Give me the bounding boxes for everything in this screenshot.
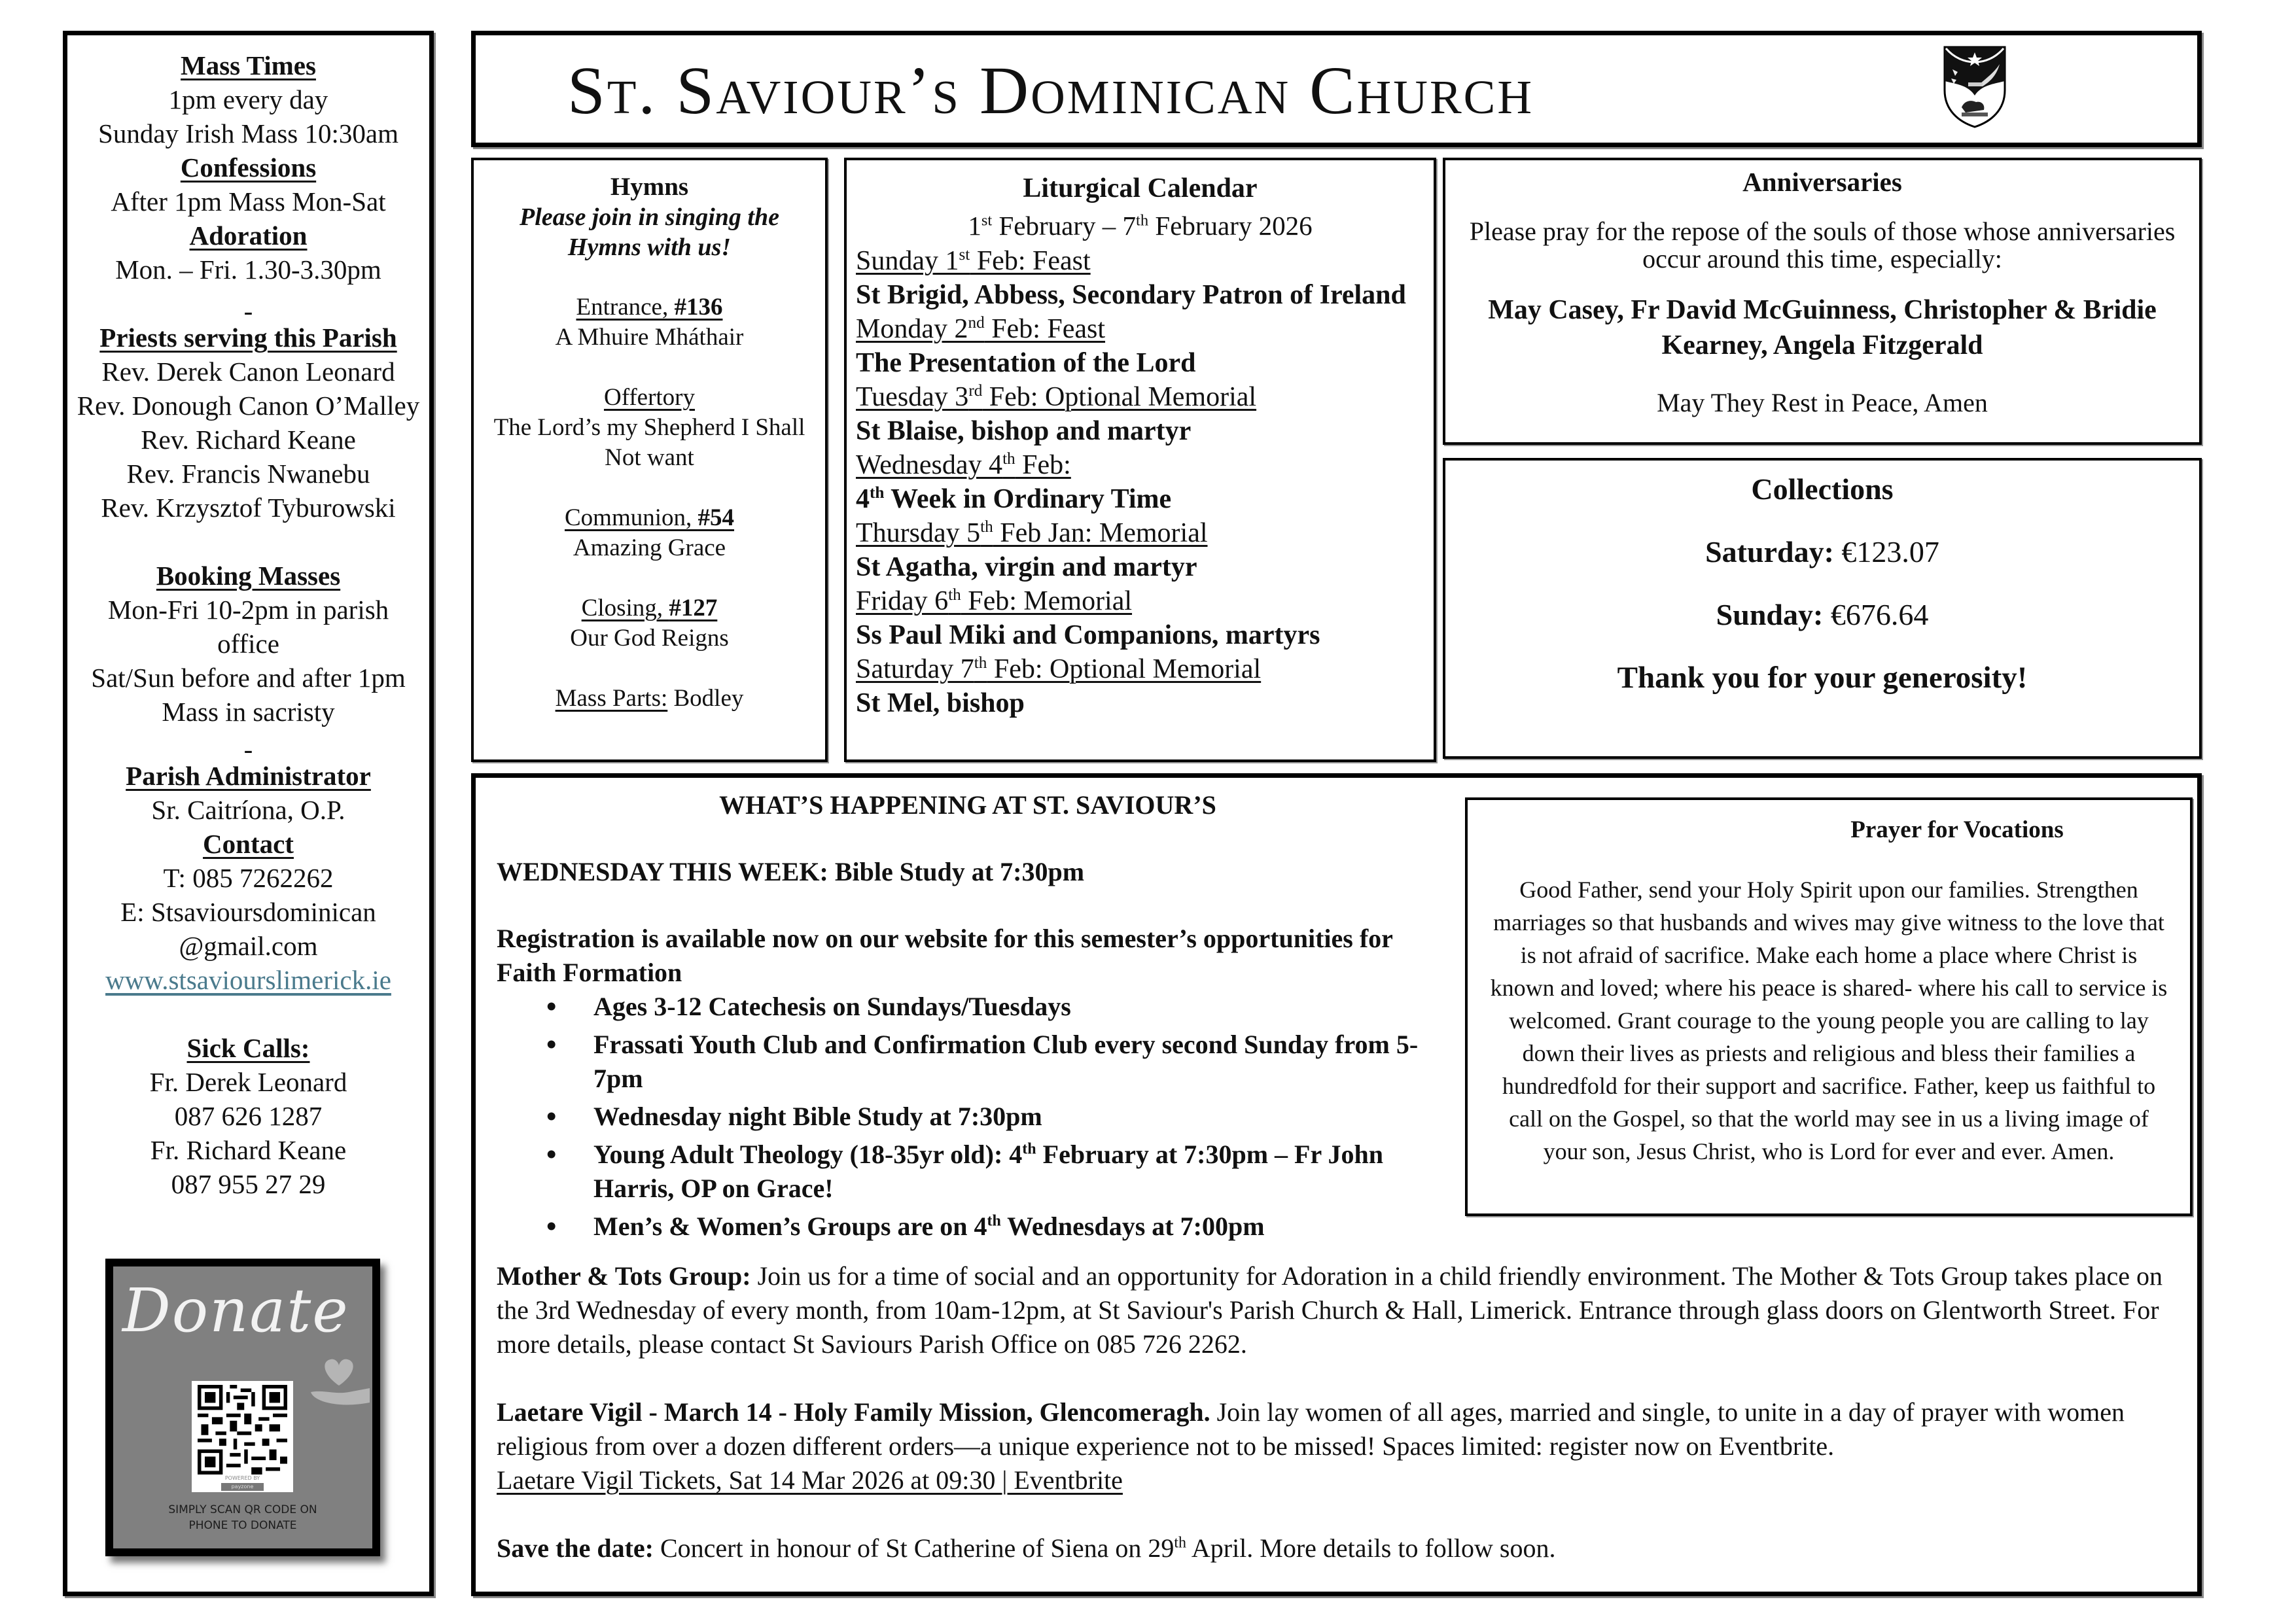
hymn-offertory-name: The Lord’s my Shepherd I Shall Not want (493, 414, 805, 471)
hymn-communion-label: Communion, #54 (564, 504, 735, 531)
collection-sunday: Sunday: €676.64 (1716, 598, 1929, 631)
calendar-day-thursday: Thursday 5th Feb Jan: Memorial (856, 518, 1208, 548)
powered-by-label: POWERED BY (224, 1475, 260, 1481)
website-link[interactable]: www.stsaviourslimerick.ie (105, 965, 391, 995)
list-item: • Men’s & Women’s Groups are on 4th Wednesdays at 7:00pm (497, 1210, 1439, 1244)
separator: - (243, 296, 253, 326)
qr-code[interactable] (192, 1381, 293, 1492)
priest-name: Rev. Donough Canon O’Malley (77, 391, 420, 421)
donate-caption-line: SIMPLY SCAN QR CODE ON (168, 1503, 317, 1516)
mass-time-daily: 1pm every day (168, 84, 328, 114)
priest-name: Rev. Richard Keane (141, 425, 356, 455)
confessions-heading: Confessions (180, 152, 317, 183)
hymn-entrance-label: Entrance, #136 (576, 294, 723, 321)
administrator-name: Sr. Caitríona, O.P. (151, 795, 345, 825)
mass-time-irish: Sunday Irish Mass 10:30am (98, 118, 398, 148)
prayer-for-vocations-box (1465, 797, 2193, 1216)
collections-title: Collections (1751, 472, 1894, 506)
hymn-communion-name: Amazing Grace (573, 534, 726, 561)
hymns-panel (471, 158, 828, 762)
list-item: • Young Adult Theology (18-35yr old): 4th February at 7:30pm – Fr John Harris, OP on Grace! (497, 1138, 1439, 1206)
qr-code-icon (198, 1385, 287, 1475)
anniversaries-intro: Please pray for the repose of the souls of those whose anniversaries occur around this time, especially: (1469, 217, 2176, 273)
calendar-feast: 4th Week in Ordinary Time (856, 484, 1172, 514)
liturgical-calendar-panel (844, 158, 1436, 762)
confessions-time: After 1pm Mass Mon-Sat (111, 186, 386, 217)
calendar-day-sunday: Sunday 1st Feb: Feast (856, 246, 1091, 276)
calendar-feast: St Mel, bishop (856, 688, 1025, 718)
faith-formation-list (497, 990, 1439, 1244)
calendar-day-tuesday: Tuesday 3rd Feb: Optional Memorial (856, 382, 1257, 412)
prayer-title: Prayer for Vocations (1850, 816, 2064, 843)
registration-notice: Registration is available now on our website for this semester’s opportunities for Faith Formation (497, 924, 1393, 987)
sick-call-phone: 087 955 27 29 (171, 1169, 326, 1199)
calendar-feast: St Brigid, Abbess, Secondary Patron of Ireland (856, 280, 1406, 310)
calendar-title: Liturgical Calendar (1023, 173, 1258, 203)
donate-qr-card[interactable] (105, 1259, 380, 1556)
save-the-date-notice: Save the date: Concert in honour of St Catherine of Siena on 29th April. More details to follow soon. (497, 1533, 1556, 1563)
sidebar-info-panel (63, 31, 434, 1596)
anniversaries-panel (1443, 158, 2202, 445)
laetare-vigil-notice: Laetare Vigil - March 14 - Holy Family Mission, Glencomeragh. Join lay women of all ages, married and single, to unite in a day of prayer with women religious from over a dozen different orders—a unique experience not to be missed! Spaces limited: register now on Eventbrite. Laetare Vigil Tickets, Sat 14 Mar 2026 at 09:30 | Eventbrite (497, 1397, 2125, 1495)
sick-call-priest: Fr. Derek Leonard (149, 1067, 347, 1097)
dominican-crest-icon (1941, 44, 2008, 130)
happening-notices (497, 1259, 2178, 1565)
anniversaries-names: May Casey, Fr David McGuinness, Christopher & Bridie Kearney, Angela Fitzgerald (1488, 295, 2157, 360)
mass-times-heading: Mass Times (181, 50, 316, 80)
calendar-day-monday: Monday 2nd Feb: Feast (856, 314, 1106, 344)
hymn-closing-name: Our God Reigns (570, 625, 729, 652)
administrator-heading: Parish Administrator (126, 761, 371, 791)
hymn-entrance-name: A Mhuire Mháthair (555, 324, 744, 351)
heart-in-hand-icon (309, 1352, 372, 1410)
contact-email: E: Stsavioursdominican (120, 897, 376, 927)
priest-name: Rev. Krzysztof Tyburowski (101, 493, 396, 523)
priest-name: Rev. Derek Canon Leonard (101, 357, 395, 387)
hymns-title: Hymns (610, 173, 689, 201)
calendar-feast: The Presentation of the Lord (856, 348, 1196, 378)
calendar-feast: Ss Paul Miki and Companions, martyrs (856, 620, 1320, 650)
donate-script-text: Donate (122, 1276, 349, 1346)
contact-email-domain: @gmail.com (179, 931, 318, 961)
booking-heading: Booking Masses (156, 561, 341, 591)
calendar-days (856, 244, 1424, 720)
hymns-intro: Please join in singing the Hymns with us! (520, 203, 779, 261)
separator: - (243, 734, 253, 764)
sick-call-priest: Fr. Richard Keane (150, 1135, 347, 1165)
sick-call-phone: 087 626 1287 (174, 1101, 323, 1131)
collections-panel (1443, 458, 2202, 759)
list-item: • Frassati Youth Club and Confirmation Club every second Sunday from 5-7pm (497, 1028, 1439, 1096)
whats-happening-panel (471, 773, 2202, 1596)
eventbrite-link[interactable]: Laetare Vigil Tickets, Sat 14 Mar 2026 at 09:30 | Eventbrite (497, 1465, 1123, 1495)
calendar-day-wednesday: Wednesday 4th Feb: (856, 450, 1071, 480)
happening-left-column (497, 788, 1439, 1248)
calendar-day-friday: Friday 6th Feb: Memorial (856, 586, 1133, 616)
donate-caption (113, 1502, 372, 1533)
prayer-text: Good Father, send your Holy Spirit upon our families. Strengthen marriages so that husbands and wives may give witness to the love that is not afraid of sacrifice. Make each home a place where Christ is known and loved; where his peace is shared- where his call to service is welcomed. Grant courage to the young people you are calling to lay down their lives as priests and religious and bless their families a hundredfold for their support and sacrifice. Father, keep us faithful to call on the Gospel, so that the world may see in us a living image of your son, Jesus Christ, who is Lord for ever and ever. Amen. (1490, 877, 2168, 1164)
collections-thanks: Thank you for your generosity! (1617, 661, 2028, 695)
booking-weekday: Mon-Fri 10-2pm in parish office (107, 595, 389, 659)
mass-parts: Mass Parts: Bodley (555, 685, 744, 712)
calendar-day-saturday: Saturday 7th Feb: Optional Memorial (856, 654, 1262, 684)
wednesday-notice: WEDNESDAY THIS WEEK: Bible Study at 7:30pm (497, 857, 1085, 886)
page-header (471, 31, 2202, 147)
calendar-date-range: 1st February – 7th February 2026 (968, 211, 1313, 241)
booking-weekend: Sat/Sun before and after 1pm Mass in sacristy (91, 663, 406, 727)
anniversaries-closing: May They Rest in Peace, Amen (1657, 388, 1988, 417)
contact-phone: T: 085 7262262 (163, 863, 334, 893)
donate-caption-line: PHONE TO DONATE (188, 1519, 297, 1532)
contact-heading: Contact (203, 829, 294, 859)
mother-tots-notice: Mother & Tots Group: Join us for a time of social and an opportunity for Adoration in a child friendly environment. The Mother & Tots Group takes place on the 3rd Wednesday of every month, from 10am-12pm, at St Saviour's Parish Church & Hall, Limerick. Entrance through glass doors on Glentworth Street. For more details, please contact St Saviours Parish Office on 085 726 2262. (497, 1261, 2163, 1359)
payzone-logo: payzone (221, 1483, 264, 1491)
collection-saturday: Saturday: €123.07 (1705, 535, 1939, 568)
adoration-heading: Adoration (189, 220, 308, 251)
adoration-time: Mon. – Fri. 1.30-3.30pm (115, 254, 381, 285)
list-item: • Wednesday night Bible Study at 7:30pm (497, 1100, 1439, 1134)
priest-name: Rev. Francis Nwanebu (126, 459, 370, 489)
happening-title: WHAT’S HAPPENING AT ST. SAVIOUR’S (719, 790, 1216, 820)
hymn-closing-label: Closing, #127 (581, 595, 718, 621)
calendar-feast: St Blaise, bishop and martyr (856, 416, 1192, 446)
sick-calls-heading: Sick Calls: (186, 1033, 310, 1063)
page-title: St. Saviour’s Dominican Church (567, 53, 1534, 128)
priests-heading: Priests serving this Parish (99, 323, 397, 353)
calendar-feast: St Agatha, virgin and martyr (856, 552, 1197, 582)
anniversaries-title: Anniversaries (1742, 167, 1902, 197)
hymn-offertory-label: Offertory (603, 384, 696, 411)
list-item: • Ages 3-12 Catechesis on Sundays/Tuesdays (497, 990, 1439, 1024)
